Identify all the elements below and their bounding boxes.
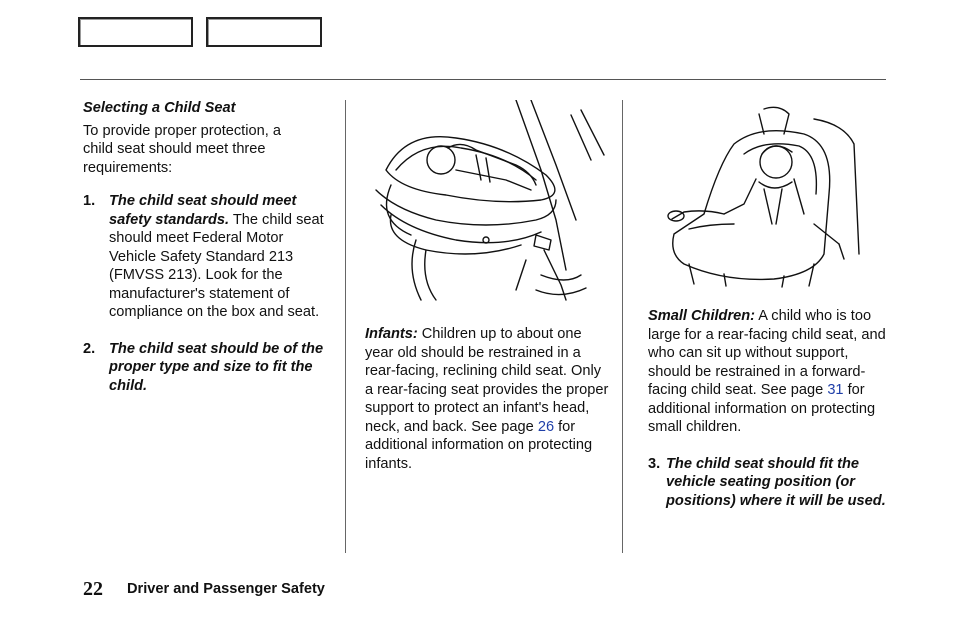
- header-rule: [80, 79, 886, 80]
- small-children-text: A child who is too large for a rear-facing child seat, and who can sit up without support, should be restrained in a forward-facing child seat. See page: [648, 308, 886, 398]
- column-divider-right: [622, 100, 623, 553]
- column-divider-left: [345, 100, 346, 553]
- item-number: 2.: [83, 340, 96, 357]
- page-link-26[interactable]: 26: [537, 418, 555, 435]
- item-text: The child seat should meet Federal Motor Vehicle Safety Standard 213 (FMVSS 213). Look for the manufacturer's statement of compliance on the box and seat.: [109, 211, 324, 320]
- nav-button-previous[interactable]: [78, 17, 193, 47]
- infant-seat-illustration: [366, 100, 610, 305]
- small-children-text-after: for additional information on protecting small children.: [648, 382, 876, 435]
- section-heading: Selecting a Child Seat: [83, 100, 236, 116]
- item-number: 3.: [648, 455, 661, 472]
- middle-column: [365, 325, 610, 473]
- child-seat-illustration: [664, 104, 864, 289]
- requirement-item-1: [83, 192, 333, 322]
- page-link-31[interactable]: 31: [827, 382, 844, 398]
- infants-text-after: for additional information on protecting infants.: [365, 418, 593, 472]
- requirement-item-3: [648, 455, 886, 511]
- intro-text: To provide proper protection, a child seat should meet three requirements:: [83, 122, 281, 176]
- left-column: [83, 99, 333, 395]
- requirement-item-2: [83, 340, 333, 396]
- item-bold-text: The child seat should fit the vehicle seating position (or positions) where it will be used.: [666, 455, 886, 509]
- footer-section-title: Driver and Passenger Safety: [127, 581, 325, 597]
- small-children-label: Small Children:: [648, 308, 756, 324]
- item-bold-text: The child seat should meet safety standards.: [109, 193, 297, 228]
- infants-text: Children up to about one year old should be restrained in a rear-facing, reclining child seat. Only a rear-facing seat provides the proper support to protect an infant's head, neck, and back. See page: [365, 326, 609, 435]
- infants-label: Infants:: [365, 326, 418, 342]
- item-number: 1.: [83, 193, 96, 209]
- item-bold-text: The child seat should be of the proper type and size to fit the child.: [109, 340, 324, 394]
- right-column: [648, 307, 894, 510]
- nav-button-next[interactable]: [206, 17, 322, 47]
- page-number: 22: [83, 578, 103, 600]
